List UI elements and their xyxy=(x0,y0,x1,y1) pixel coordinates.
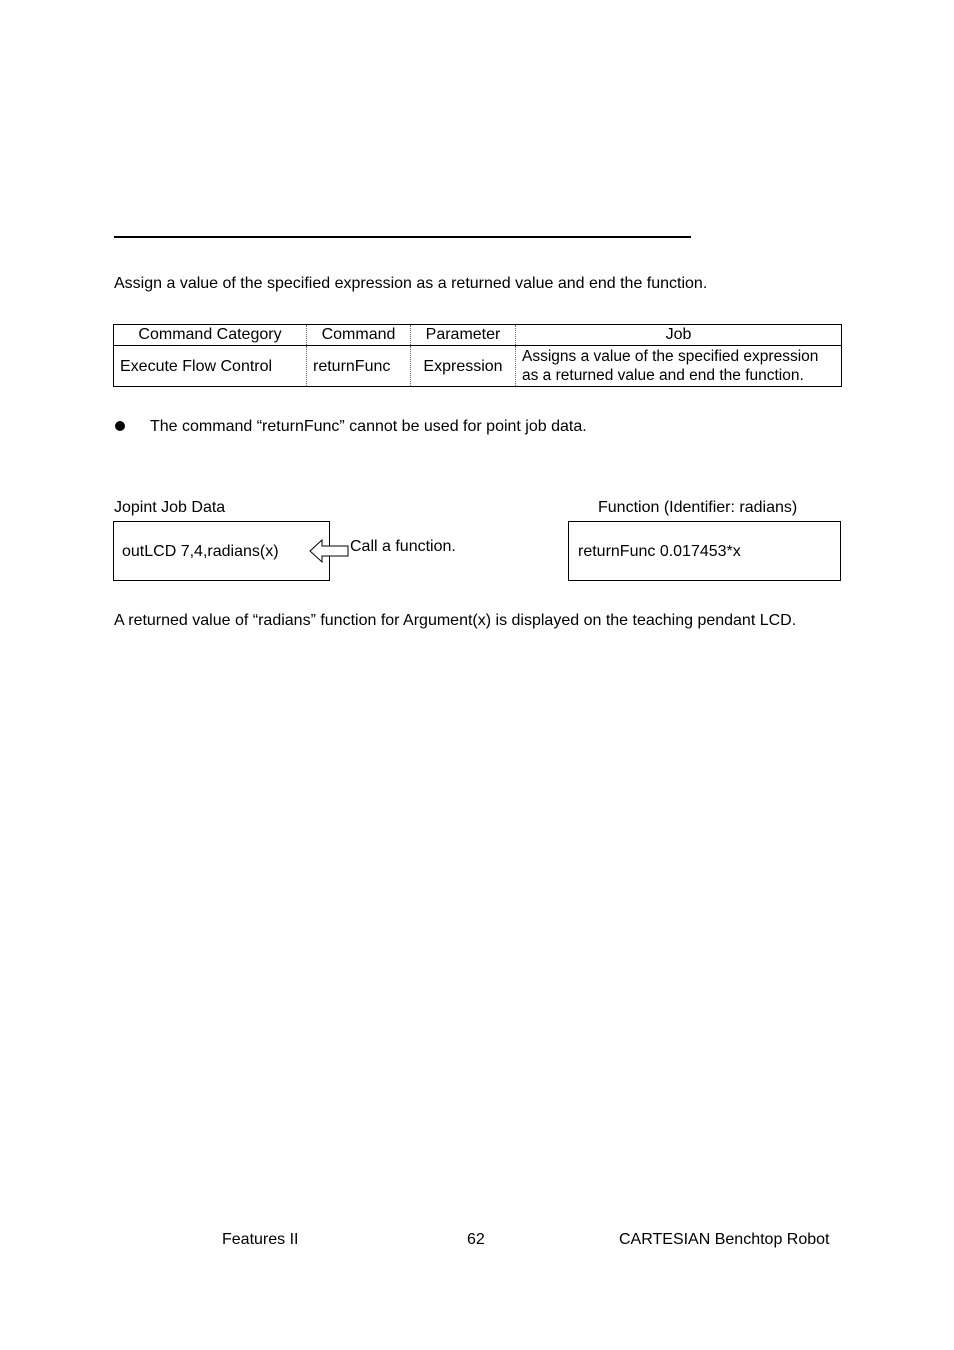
function-box xyxy=(568,521,841,581)
joint-job-data-box xyxy=(113,521,330,581)
cell-job xyxy=(516,346,842,387)
call-function-label: Call a function. xyxy=(350,538,456,555)
function-label: Function (Identifier: radians) xyxy=(598,499,798,516)
result-text: A returned value of “radians” function for Argument(x) is displayed on the teaching pendant LCD. xyxy=(114,612,797,629)
joint-job-data-label: Jopint Job Data xyxy=(114,499,226,516)
cell-command: returnFunc xyxy=(307,346,411,387)
header-command-category: Command Category xyxy=(114,325,307,346)
header-command: Command xyxy=(307,325,411,346)
bullet-icon xyxy=(115,421,125,431)
header-parameter: Parameter xyxy=(411,325,516,346)
footer-page-number: 62 xyxy=(467,1231,485,1248)
intro-text: Assign a value of the specified expression as a returned value and end the function. xyxy=(114,275,708,292)
function-code: returnFunc 0.017453*x xyxy=(578,543,741,560)
command-table xyxy=(113,324,842,387)
cell-job-line-2: as a returned value and end the function. xyxy=(522,367,804,384)
footer-product-name: CARTESIAN Benchtop Robot xyxy=(619,1231,830,1248)
section-heading-rule xyxy=(114,236,691,238)
table-row xyxy=(114,346,842,387)
header-job: Job xyxy=(516,325,842,346)
footer-section-title: Features II xyxy=(222,1231,299,1248)
joint-job-code: outLCD 7,4,radians(x) xyxy=(122,543,279,560)
left-arrow-icon xyxy=(308,538,350,564)
cell-parameter: Expression xyxy=(411,346,516,387)
note-text: The command “returnFunc” cannot be used for point job data. xyxy=(150,418,587,435)
cell-category: Execute Flow Control xyxy=(114,346,307,387)
table-header-row xyxy=(114,325,842,346)
cell-job-line-1: Assigns a value of the specified expression xyxy=(522,348,819,365)
